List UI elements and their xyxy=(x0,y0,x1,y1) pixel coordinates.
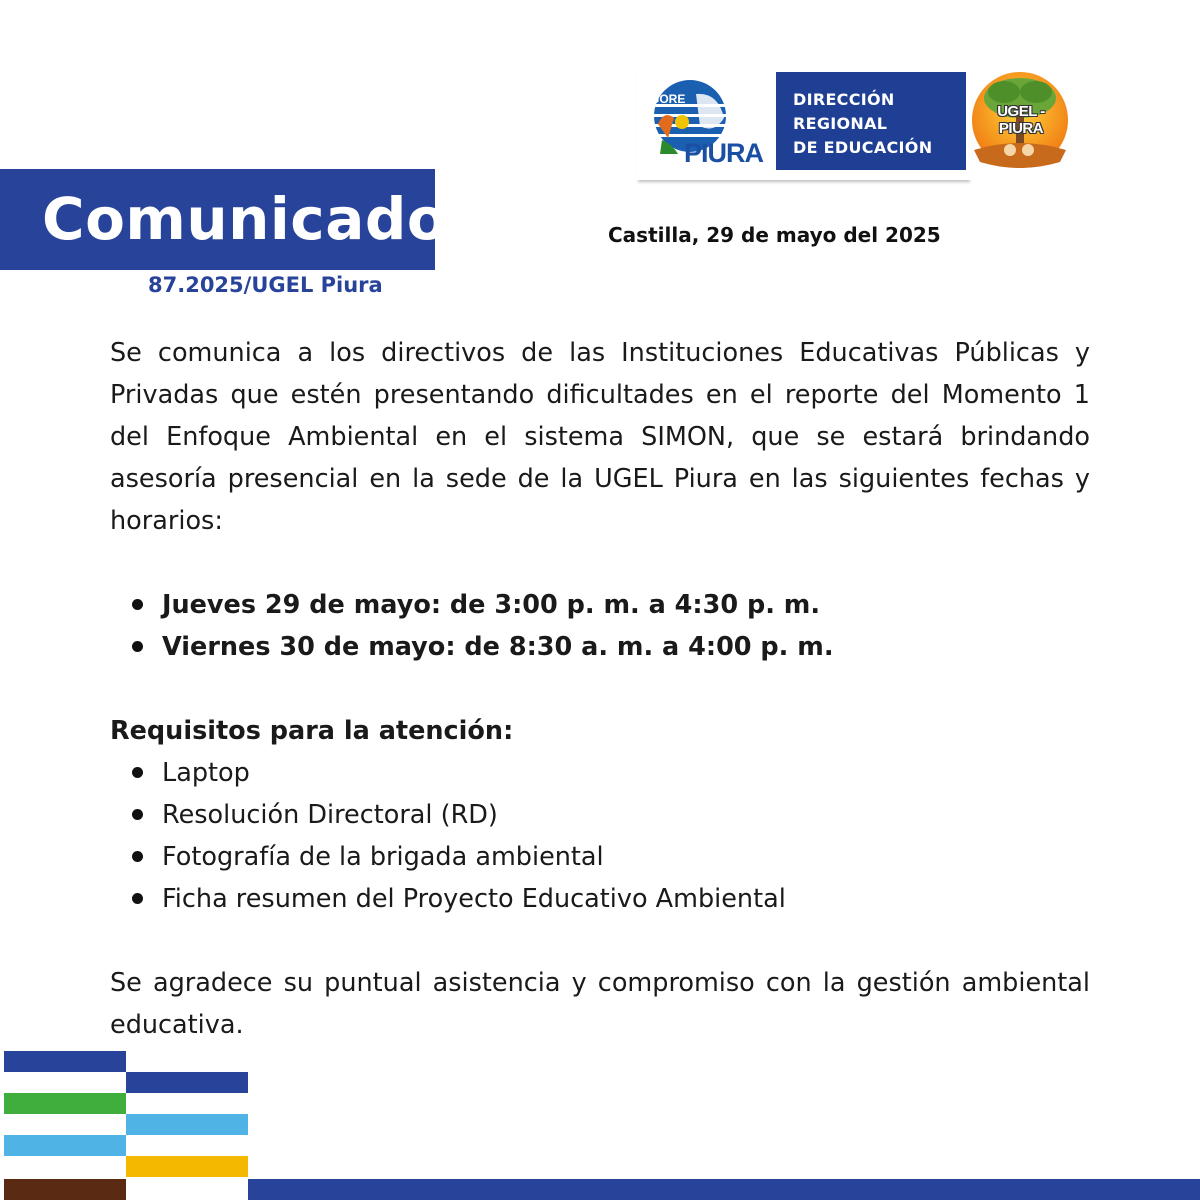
ugel-piura-wordmark: UGEL - PIURA xyxy=(997,103,1045,137)
dre-badge xyxy=(776,72,966,170)
bullet-icon xyxy=(132,851,143,862)
requirements-list xyxy=(110,752,1090,920)
requirement-item xyxy=(110,878,1090,920)
page-title: Comunicado xyxy=(42,185,448,253)
schedule-item-text: Viernes 30 de mayo: de 8:30 a. m. a 4:00 p. m. xyxy=(162,632,834,662)
requirement-item-text: Resolución Directoral (RD) xyxy=(162,800,498,830)
dre-line-3: DE EDUCACIÓN xyxy=(793,138,933,157)
bullet-icon xyxy=(132,767,143,778)
stripe-sky-left xyxy=(4,1135,126,1156)
schedule-list xyxy=(110,584,1090,668)
dre-line-1: DIRECCIÓN xyxy=(793,90,895,109)
reference-number: 87.2025/UGEL Piura xyxy=(148,273,383,297)
logo-strip xyxy=(636,68,972,180)
requirement-item-text: Fotografía de la brigada ambiental xyxy=(162,842,604,872)
stripe-navy-right xyxy=(126,1072,248,1093)
stripe-brown xyxy=(4,1179,126,1200)
date-line: Castilla, 29 de mayo del 2025 xyxy=(608,223,941,247)
stripe-sky-right xyxy=(126,1114,248,1135)
gore-piura-wordmark: PIURA xyxy=(684,138,764,168)
schedule-item xyxy=(110,584,1090,626)
stripe-yellow xyxy=(126,1156,248,1177)
stripe-green xyxy=(4,1093,126,1114)
bullet-icon xyxy=(132,599,143,610)
requirement-item xyxy=(110,836,1090,878)
closing-paragraph: Se agradece su puntual asistencia y compromiso con la gestión ambiental educativa. xyxy=(110,968,1090,1040)
requirement-item-text: Ficha resumen del Proyecto Educativo Ambiental xyxy=(162,884,786,914)
schedule-item xyxy=(110,626,1090,668)
gore-small-text: GORE xyxy=(650,92,686,106)
requirement-item xyxy=(110,752,1090,794)
schedule-item-text: Jueves 29 de mayo: de 3:00 p. m. a 4:30 p. m. xyxy=(162,590,821,620)
requirement-item-text: Laptop xyxy=(162,758,250,788)
dre-line-2: REGIONAL xyxy=(793,114,888,133)
communique-body xyxy=(110,332,1090,1046)
requirement-item xyxy=(110,794,1090,836)
stripe-navy-left xyxy=(4,1051,126,1072)
intro-paragraph: Se comunica a los directivos de las Instituciones Educativas Públicas y Privadas que estén presentando dificultades en el reporte del Momento 1 del Enfoque Ambiental en el sistema SIMON, que se estará brindando asesoría presencial en la sede de la UGEL Piura en las siguientes fechas y horarios: xyxy=(110,338,1090,536)
requirements-heading: Requisitos para la atención: xyxy=(110,716,514,746)
bullet-icon xyxy=(132,641,143,652)
bullet-icon xyxy=(132,809,143,820)
bullet-icon xyxy=(132,893,143,904)
bottom-bar xyxy=(248,1179,1200,1200)
